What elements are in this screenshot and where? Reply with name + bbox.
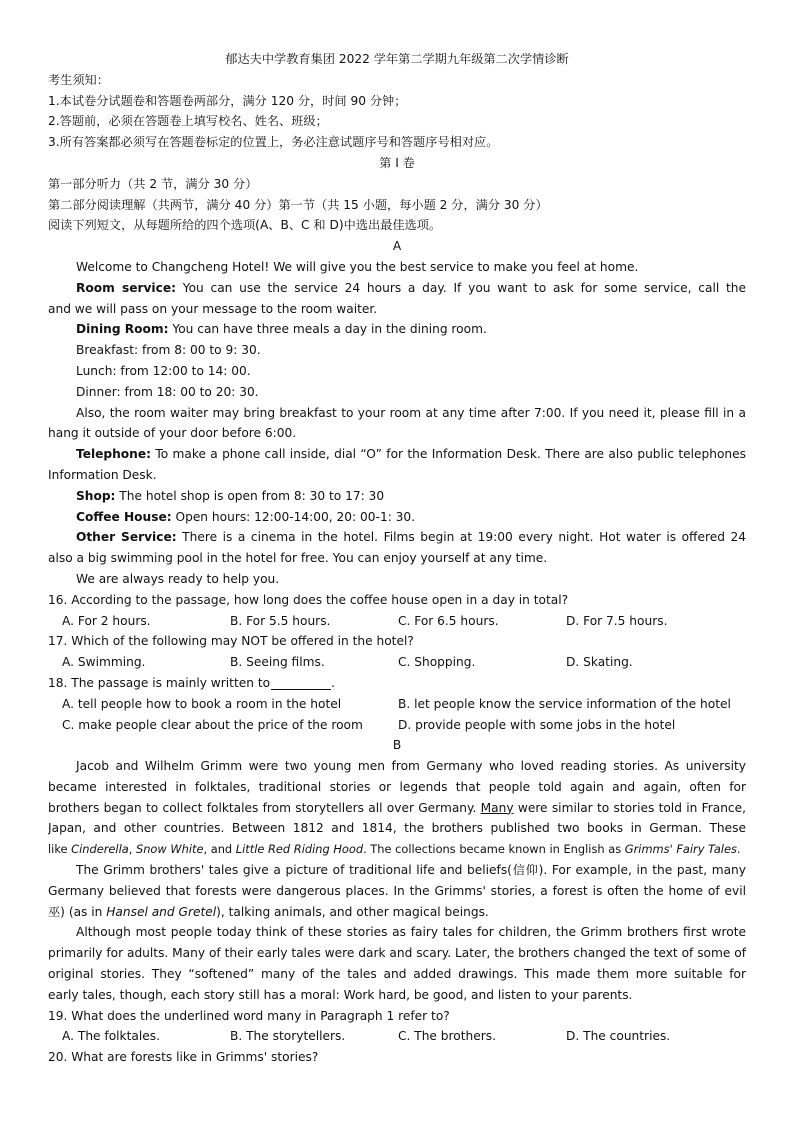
other-service-line xyxy=(48,527,746,548)
passage-b-p2-line-1: The Grimm brothers' tales give a picture of traditional life and beliefs(信仰). For example, in the past, many xyxy=(76,863,746,878)
text-run: , xyxy=(128,842,136,857)
text-run: , and xyxy=(203,842,236,857)
room-service-text: You can use the service 24 hours a day. If you want to ask for some service, call the xyxy=(182,280,746,295)
story-title: Cinderella xyxy=(71,842,129,857)
volume-heading: 第 I 卷 xyxy=(379,155,415,170)
shop-line xyxy=(48,486,746,507)
option-c: C. make people clear about the price of the room xyxy=(62,717,363,732)
dinner-time: Dinner: from 18: 00 to 20: 30. xyxy=(76,384,259,399)
passage-a-welcome: Welcome to Changcheng Hotel! We will give you the best service to make you feel at home. xyxy=(76,259,639,274)
breakfast-note-line: Also, the room waiter may bring breakfast to your room at any time after 7:00. If you need it, please fill in a xyxy=(76,405,746,420)
notice-item: 1.本试卷分试题卷和答题卷两部分，满分 120 分，时间 90 分钟； xyxy=(48,93,407,108)
option-b: B. let people know the service information of the hotel xyxy=(398,696,731,711)
option-a: A. Swimming. xyxy=(62,655,146,670)
option-d: D. For 7.5 hours. xyxy=(566,613,668,628)
breakfast-time: Breakfast: from 8: 00 to 9: 30. xyxy=(76,343,261,358)
passage-b-p2-line-3 xyxy=(48,902,746,923)
text-run: like xyxy=(48,842,72,857)
question-18-options-row-1 xyxy=(48,694,746,715)
option-d: D. The countries. xyxy=(566,1029,671,1044)
passage-b-p1-line-1: Jacob and Wilhelm Grimm were two young men from Germany who loved reading stories. As university xyxy=(76,759,746,774)
question-16-stem: 16. According to the passage, how long does the coffee house open in a day in total? xyxy=(48,592,569,607)
option-c: C. The brothers. xyxy=(398,1029,496,1044)
notice-item: 3.所有答案都必须写在答题卷标定的位置上，务必注意试题序号和答题序号相对应。 xyxy=(48,135,499,150)
passage-b-label: B xyxy=(392,738,402,753)
telephone-line-2: Information Desk. xyxy=(48,467,157,482)
option-a: A. tell people how to book a room in the hotel xyxy=(62,696,342,711)
part1-heading: 第一部分听力（共 2 节，满分 30 分） xyxy=(48,176,258,191)
exam-page xyxy=(48,49,746,1068)
shop-label: Shop: xyxy=(76,488,116,503)
part2-heading: 第二部分阅读理解（共两节，满分 40 分）第一节（共 15 小题，每小题 2 分，满分 30 分） xyxy=(48,197,548,212)
other-service-line-2: also a big swimming pool in the hotel for free. You can enjoy yourself at any time. xyxy=(48,551,548,566)
telephone-label: Telephone: xyxy=(76,447,151,462)
dining-line xyxy=(48,319,746,340)
other-service-label: Other Service: xyxy=(76,530,177,545)
story-title: Hansel and Gretel xyxy=(106,904,217,919)
story-title: Snow White xyxy=(135,842,204,857)
option-b: B. The storytellers. xyxy=(230,1029,346,1044)
coffee-label: Coffee House: xyxy=(76,509,172,524)
shop-text: The hotel shop is open from 8: 30 to 17: 30 xyxy=(115,488,385,503)
text-run: brothers began to collect folktales from storytellers all over Germany. xyxy=(48,800,481,815)
passage-a-closing: We are always ready to help you. xyxy=(76,571,280,586)
coffee-text: Open hours: 12:00-14:00, 20: 00-1: 30. xyxy=(171,509,416,524)
question-17-options xyxy=(48,652,746,673)
option-d: D. Skating. xyxy=(566,655,633,670)
option-a: A. For 2 hours. xyxy=(62,613,151,628)
passage-b-p1-line-2: became interested in folktales, traditional stories or legends that people told again and again, often for xyxy=(48,779,746,794)
passage-b-p1-line-3 xyxy=(48,798,746,819)
passage-a-label: A xyxy=(392,239,402,254)
breakfast-note-line-2: hang it outside of your door before 6:00. xyxy=(48,426,297,441)
question-19-stem: 19. What does the underlined word many in Paragraph 1 refer to? xyxy=(48,1008,450,1023)
telephone-line xyxy=(48,444,746,465)
question-18-stem xyxy=(48,673,746,694)
dining-label: Dining Room: xyxy=(76,322,169,337)
coffee-line xyxy=(48,507,746,528)
question-18-period: . xyxy=(331,675,335,690)
room-service-line xyxy=(48,278,746,299)
room-service-label: Room service: xyxy=(76,280,176,295)
question-19-options xyxy=(48,1026,746,1047)
notice-heading: 考生须知： xyxy=(48,72,109,87)
option-c: C. For 6.5 hours. xyxy=(398,613,499,628)
text-run: . The collections became known in English as xyxy=(363,842,625,857)
passage-b-p2-line-2: Germany believed that forests were dangerous places. In the Grimms' stories, a forest is often the home of evil xyxy=(48,883,746,898)
passage-b-p1-line-4: Japan, and other countries. Between 1812 and 1814, the brothers published two books in German. These xyxy=(48,821,746,836)
passage-b-p1-line-5 xyxy=(48,839,746,860)
dining-text: You can have three meals a day in the dining room. xyxy=(168,322,487,337)
book-title: Grimms' Fairy Tales xyxy=(624,842,737,857)
text-run: were similar to stories told in France, xyxy=(517,800,746,815)
notice-item: 2.答题前，必须在答题卷上填写校名、姓名、班级； xyxy=(48,114,328,129)
question-16-options xyxy=(48,611,746,632)
passage-b-p3-line-3: original stories. They “softened” many of the tales and added drawings. This made them more suitable for xyxy=(48,967,746,982)
text-run: 巫) (as in xyxy=(48,904,107,919)
question-18-options-row-2 xyxy=(48,715,746,736)
text-run: ), talking animals, and other magical beings. xyxy=(216,904,489,919)
question-18-text: 18. The passage is mainly written to xyxy=(48,675,271,690)
answer-blank xyxy=(271,675,331,690)
question-20-stem: 20. What are forests like in Grimms' stories? xyxy=(48,1050,319,1065)
option-c: C. Shopping. xyxy=(398,655,476,670)
story-title: Little Red Riding Hood xyxy=(235,842,364,857)
option-b: B. Seeing films. xyxy=(230,655,325,670)
telephone-text: To make a phone call inside, dial “O” for the Information Desk. There are also public telephones xyxy=(155,447,746,462)
reading-instruction: 阅读下列短文，从每题所给的四个选项(A、B、C 和 D)中选出最佳选项。 xyxy=(48,218,442,233)
passage-b-p3-line-2: primarily for adults. Many of their early tales were dark and scary. Later, the brothers changed the text of some of xyxy=(48,946,746,961)
passage-b-p3-line-1: Although most people today think of these stories as fairy tales for children, the Grimm brothers first wrote xyxy=(76,925,746,940)
option-d: D. provide people with some jobs in the hotel xyxy=(398,717,676,732)
passage-b-p3-line-4: early tales, though, each story still has a moral: Work hard, be good, and listen to your parents. xyxy=(48,987,633,1002)
other-service-text: There is a cinema in the hotel. Films begin at 19:00 every night. Hot water is offered 24 xyxy=(182,530,746,545)
text-run: . xyxy=(736,842,741,857)
underlined-word-many: Many xyxy=(480,800,514,815)
option-a: A. The folktales. xyxy=(62,1029,160,1044)
question-17-stem: 17. Which of the following may NOT be offered in the hotel? xyxy=(48,634,414,649)
exam-title: 郁达夫中学教育集团 2022 学年第二学期九年级第二次学情诊断 xyxy=(225,52,569,66)
lunch-time: Lunch: from 12:00 to 14: 00. xyxy=(76,363,251,378)
room-service-line-2: and we will pass on your message to the room waiter. xyxy=(48,301,378,316)
option-b: B. For 5.5 hours. xyxy=(230,613,331,628)
